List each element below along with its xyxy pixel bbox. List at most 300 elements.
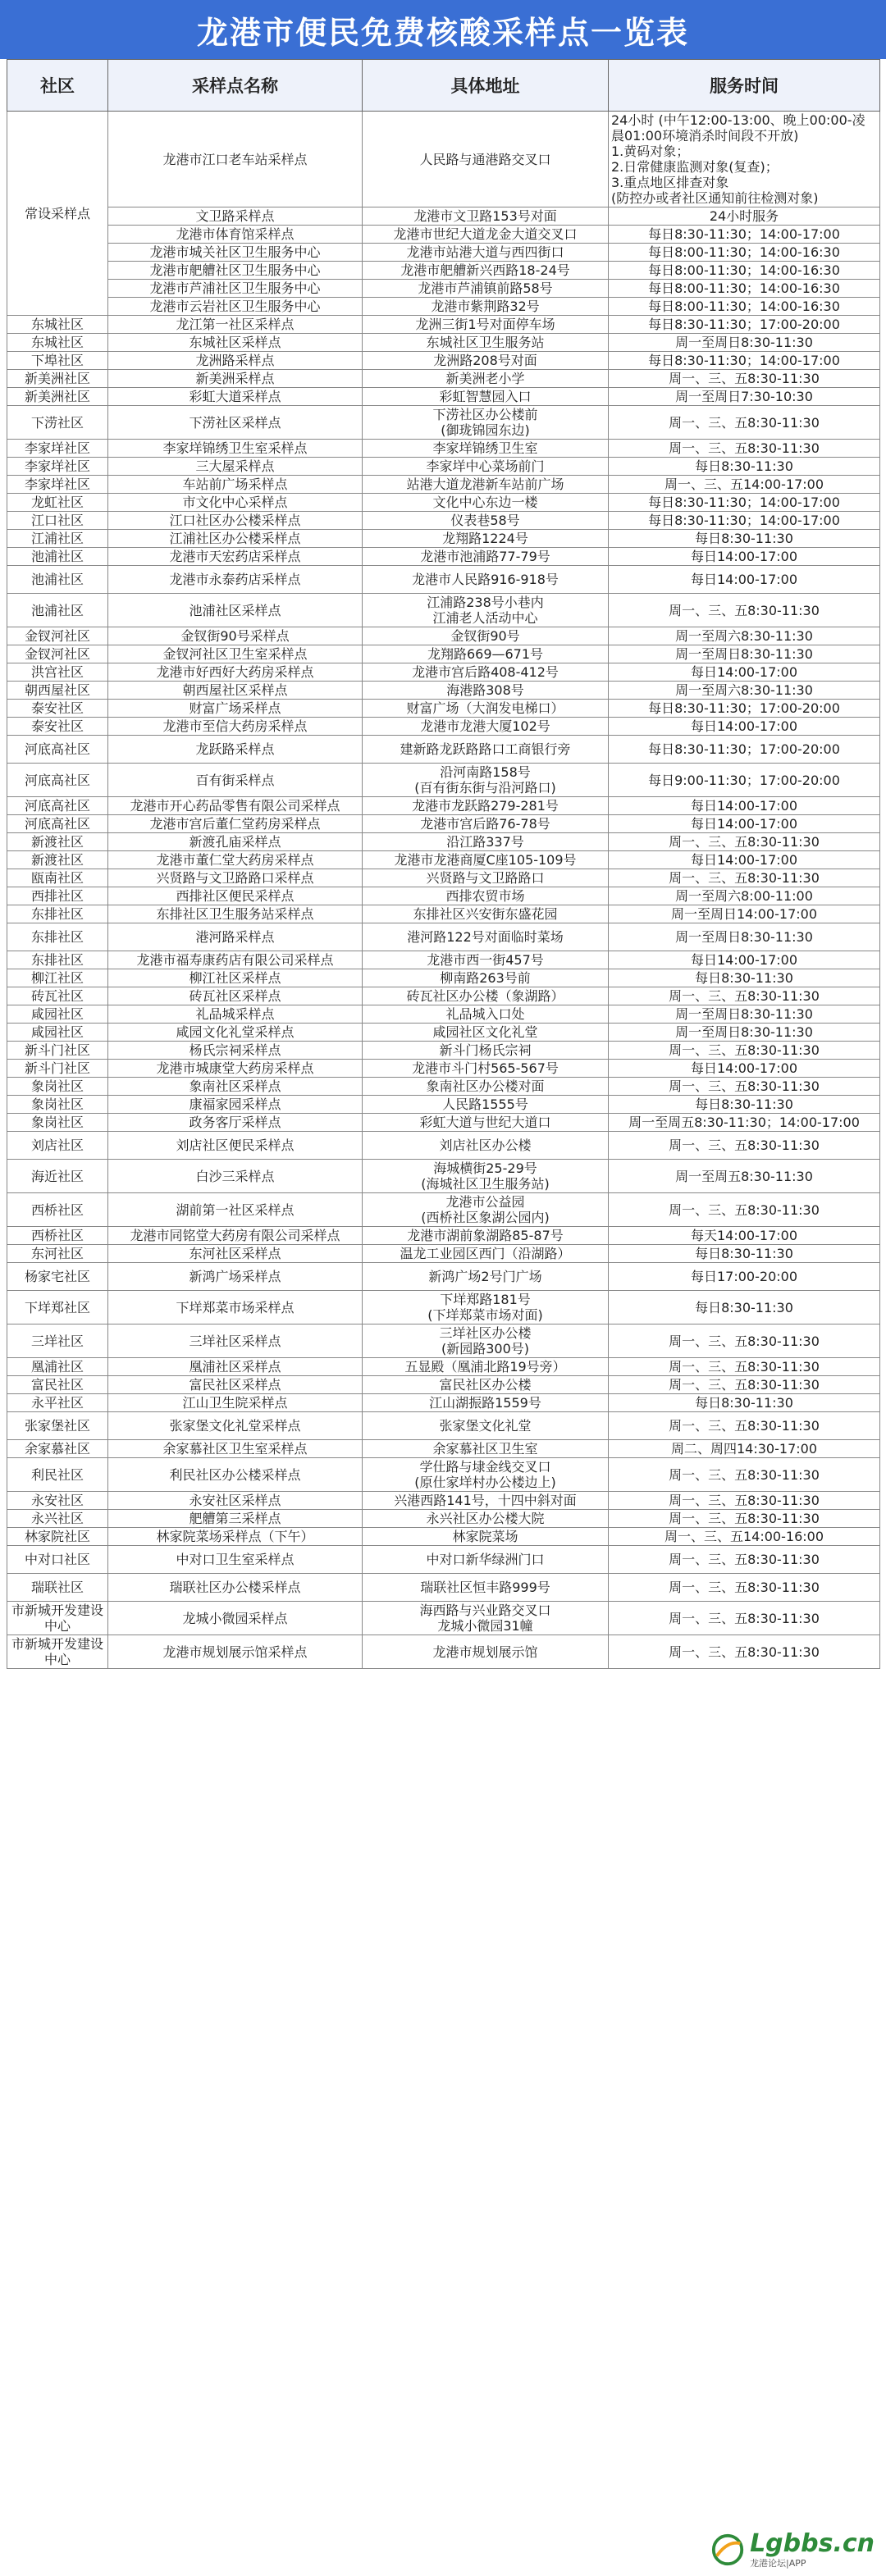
- community-cell: 象岗社区: [7, 1114, 108, 1132]
- address-cell: 龙洲路208号对面: [363, 352, 609, 370]
- service-time-cell: 每日8:30-11:30；17:00-20:00: [609, 700, 880, 718]
- site-name-cell: 湖前第一社区采样点: [108, 1193, 363, 1227]
- table-row: [7, 1114, 880, 1132]
- table-row: [7, 458, 880, 476]
- site-name-cell: 东河社区采样点: [108, 1245, 363, 1263]
- service-time-cell: 周一、三、五8:30-11:30: [609, 1635, 880, 1669]
- table-row: [7, 969, 880, 987]
- address-cell: 龙港市龙跃路279-281号: [363, 797, 609, 815]
- table-row: [7, 887, 880, 905]
- service-time-cell: 周一至周日14:00-17:00: [609, 905, 880, 923]
- site-name-cell: 永安社区采样点: [108, 1492, 363, 1510]
- site-name-cell: 龙港市至信大药房采样点: [108, 718, 363, 736]
- service-time-cell: 每日14:00-17:00: [609, 1060, 880, 1078]
- site-name-cell: 三大屋采样点: [108, 458, 363, 476]
- site-name-cell: 龙港市芦浦社区卫生服务中心: [108, 280, 363, 298]
- address-cell: 沿江路337号: [363, 833, 609, 851]
- address-cell: 龙港市宫后路408-412号: [363, 663, 609, 682]
- service-time-cell: 每日8:30-11:30: [609, 1291, 880, 1324]
- service-time-cell: 周一、三、五14:00-17:00: [609, 476, 880, 494]
- service-time-cell: 每日14:00-17:00: [609, 718, 880, 736]
- address-cell: 张家堡文化礼堂: [363, 1412, 609, 1440]
- community-cell: 刘店社区: [7, 1132, 108, 1160]
- community-cell: 朝西屋社区: [7, 682, 108, 700]
- address-cell: 海港路308号: [363, 682, 609, 700]
- table-row: [7, 736, 880, 764]
- table-row: [7, 1132, 880, 1160]
- site-name-cell: 礼品城采样点: [108, 1005, 363, 1024]
- service-time-cell: 每日8:30-11:30: [609, 1245, 880, 1263]
- community-cell: 瓯南社区: [7, 869, 108, 887]
- address-cell: 新鸿广场2号门广场: [363, 1263, 609, 1291]
- address-cell: 龙港市芦浦镇前路58号: [363, 280, 609, 298]
- community-cell: 新斗门社区: [7, 1042, 108, 1060]
- service-time-cell: 周一、三、五8:30-11:30: [609, 1376, 880, 1394]
- table-row: [7, 280, 880, 298]
- table-row: [7, 833, 880, 851]
- address-cell: 学仕路与埭金线交叉口 (原仕家垟村办公楼边上): [363, 1458, 609, 1492]
- address-cell: 瑞联社区恒丰路999号: [363, 1574, 609, 1602]
- community-cell: 新美洲社区: [7, 388, 108, 406]
- service-time-cell: 周一至周日8:30-11:30: [609, 1005, 880, 1024]
- service-time-cell: 每日8:00-11:30；14:00-16:30: [609, 262, 880, 280]
- service-time-cell: 每日14:00-17:00: [609, 797, 880, 815]
- community-cell: 永兴社区: [7, 1510, 108, 1528]
- site-name-cell: 新鸿广场采样点: [108, 1263, 363, 1291]
- site-name-cell: 杨氏宗祠采样点: [108, 1042, 363, 1060]
- table-row: [7, 1492, 880, 1510]
- table-row: [7, 645, 880, 663]
- service-time-cell: 每日8:30-11:30: [609, 969, 880, 987]
- address-cell: 龙洲三街1号对面停车场: [363, 316, 609, 334]
- service-time-cell: 每日8:00-11:30；14:00-16:30: [609, 280, 880, 298]
- table-row: [7, 987, 880, 1005]
- community-cell: 池浦社区: [7, 548, 108, 566]
- service-time-cell: 周一、三、五8:30-11:30: [609, 1510, 880, 1528]
- site-name-cell: 百有街采样点: [108, 764, 363, 797]
- service-time-cell: 每天14:00-17:00: [609, 1227, 880, 1245]
- watermark-subtitle: 龙港论坛|APP: [750, 2558, 806, 2569]
- site-name-cell: 龙港市永泰药店采样点: [108, 566, 363, 594]
- community-cell: 金钗河社区: [7, 627, 108, 645]
- service-time-cell: 每日8:30-11:30；14:00-17:00: [609, 226, 880, 244]
- site-name-cell: 象南社区采样点: [108, 1078, 363, 1096]
- site-name-cell: 白沙三采样点: [108, 1160, 363, 1193]
- address-cell: 文化中心东边一楼: [363, 494, 609, 512]
- site-name-cell: 文卫路采样点: [108, 207, 363, 226]
- site-name-cell: 咸园文化礼堂采样点: [108, 1024, 363, 1042]
- site-name-cell: 龙港市体育馆采样点: [108, 226, 363, 244]
- service-time-cell: 周一、三、五8:30-11:30: [609, 833, 880, 851]
- service-time-cell: 每日14:00-17:00: [609, 815, 880, 833]
- community-cell: 江口社区: [7, 512, 108, 530]
- site-name-cell: 龙城小微园采样点: [108, 1602, 363, 1635]
- service-time-cell: 每日8:30-11:30: [609, 1394, 880, 1412]
- site-name-cell: 林家院菜场采样点（下午）: [108, 1528, 363, 1546]
- address-cell: 龙港市世纪大道龙金大道交叉口: [363, 226, 609, 244]
- community-cell: 泰安社区: [7, 700, 108, 718]
- community-cell: 新渡社区: [7, 833, 108, 851]
- service-time-cell: 每日8:30-11:30: [609, 458, 880, 476]
- table-row: [7, 1546, 880, 1574]
- site-name-cell: 政务客厅采样点: [108, 1114, 363, 1132]
- service-time-cell: 周一、三、五8:30-11:30: [609, 1574, 880, 1602]
- site-name-cell: 东排社区卫生服务站采样点: [108, 905, 363, 923]
- table-row: [7, 1227, 880, 1245]
- table-row: [7, 1412, 880, 1440]
- community-cell: 东排社区: [7, 905, 108, 923]
- table-row: [7, 494, 880, 512]
- service-time-cell: 周一、三、五8:30-11:30: [609, 1492, 880, 1510]
- community-cell: 象岗社区: [7, 1078, 108, 1096]
- table-row: [7, 1005, 880, 1024]
- table-row: [7, 298, 880, 316]
- site-name-cell: 龙江第一社区采样点: [108, 316, 363, 334]
- address-cell: 龙港市文卫路153号对面: [363, 207, 609, 226]
- table-row: [7, 566, 880, 594]
- table-row: [7, 1193, 880, 1227]
- table-row: [7, 851, 880, 869]
- address-cell: 新美洲老小学: [363, 370, 609, 388]
- community-cell: 新斗门社区: [7, 1060, 108, 1078]
- service-time-cell: 周一、三、五8:30-11:30: [609, 1546, 880, 1574]
- table-row: [7, 1602, 880, 1635]
- community-cell: 东河社区: [7, 1245, 108, 1263]
- address-cell: 柳南路263号前: [363, 969, 609, 987]
- service-time-cell: 周一、三、五8:30-11:30: [609, 594, 880, 627]
- service-time-cell: 周一、三、五8:30-11:30: [609, 1193, 880, 1227]
- community-cell: 新渡社区: [7, 851, 108, 869]
- table-row: [7, 1078, 880, 1096]
- site-name-cell: 龙港市开心药品零售有限公司采样点: [108, 797, 363, 815]
- table-row: [7, 352, 880, 370]
- site-name-cell: 张家堡文化礼堂采样点: [108, 1412, 363, 1440]
- table-header-row: [7, 60, 880, 112]
- site-name-cell: 车站前广场采样点: [108, 476, 363, 494]
- bbs-logo-icon: [710, 2532, 745, 2568]
- service-time-cell: 周一、三、五8:30-11:30: [609, 1042, 880, 1060]
- address-cell: 龙港市湖前象湖路85-87号: [363, 1227, 609, 1245]
- table-row: [7, 1458, 880, 1492]
- site-name-cell: 凰浦社区采样点: [108, 1358, 363, 1376]
- community-cell: 东城社区: [7, 334, 108, 352]
- service-time-cell: 每日8:30-11:30；14:00-17:00: [609, 352, 880, 370]
- table-row: [7, 1376, 880, 1394]
- table-row: [7, 869, 880, 887]
- community-cell: 河底高社区: [7, 815, 108, 833]
- address-cell: 砖瓦社区办公楼（象湖路）: [363, 987, 609, 1005]
- address-cell: 江山湖振路1559号: [363, 1394, 609, 1412]
- address-cell: 永兴社区办公楼大院: [363, 1510, 609, 1528]
- address-cell: 温龙工业园区西门（沿湖路）: [363, 1245, 609, 1263]
- table-row: [7, 718, 880, 736]
- service-time-cell: 每日9:00-11:30；17:00-20:00: [609, 764, 880, 797]
- site-name-cell: 龙港市好西好大药房采样点: [108, 663, 363, 682]
- table-row: [7, 815, 880, 833]
- table-row: [7, 1024, 880, 1042]
- site-name-cell: 砖瓦社区采样点: [108, 987, 363, 1005]
- header-address: 具体地址: [363, 60, 609, 112]
- address-cell: 余家慕社区卫生室: [363, 1440, 609, 1458]
- address-cell: 龙港市宫后路76-78号: [363, 815, 609, 833]
- table-row: [7, 440, 880, 458]
- table-row: [7, 682, 880, 700]
- address-cell: 新斗门杨氏宗祠: [363, 1042, 609, 1060]
- site-name-cell: 龙港市规划展示馆采样点: [108, 1635, 363, 1669]
- table-row: [7, 951, 880, 969]
- watermark: [710, 2528, 875, 2571]
- community-cell: 林家院社区: [7, 1528, 108, 1546]
- community-cell: 东排社区: [7, 923, 108, 951]
- community-cell: 杨家宅社区: [7, 1263, 108, 1291]
- address-cell: 龙港市人民路916-918号: [363, 566, 609, 594]
- community-cell: 永安社区: [7, 1492, 108, 1510]
- address-cell: 海西路与兴业路交叉口 龙城小微园31幢: [363, 1602, 609, 1635]
- service-time-cell: 周一、三、五8:30-11:30: [609, 1078, 880, 1096]
- page-title: 龙港市便民免费核酸采样点一览表: [0, 0, 886, 59]
- community-cell: 龙虹社区: [7, 494, 108, 512]
- community-cell: 海近社区: [7, 1160, 108, 1193]
- service-time-cell: 每日8:00-11:30；14:00-16:30: [609, 298, 880, 316]
- table-row: [7, 663, 880, 682]
- service-time-cell: 周一至周日8:30-11:30: [609, 334, 880, 352]
- community-cell: 洪宫社区: [7, 663, 108, 682]
- community-cell: 李家垟社区: [7, 476, 108, 494]
- community-cell: 余家慕社区: [7, 1440, 108, 1458]
- site-name-cell: 金钗河社区卫生室采样点: [108, 645, 363, 663]
- site-name-cell: 龙港市江口老车站采样点: [108, 112, 363, 207]
- sampling-sites-table: [7, 59, 880, 1669]
- address-cell: 龙港市龙港大厦102号: [363, 718, 609, 736]
- address-cell: 东排社区兴安街东盛花园: [363, 905, 609, 923]
- address-cell: 人民路1555号: [363, 1096, 609, 1114]
- table-row: [7, 1263, 880, 1291]
- address-cell: 龙翔路669—671号: [363, 645, 609, 663]
- site-name-cell: 龙港市宫后董仁堂药房采样点: [108, 815, 363, 833]
- community-cell: 永平社区: [7, 1394, 108, 1412]
- service-time-cell: 每日8:30-11:30: [609, 1096, 880, 1114]
- address-cell: 龙港市公益园 (西桥社区象湖公园内): [363, 1193, 609, 1227]
- address-cell: 财富广场（大润发电梯口）: [363, 700, 609, 718]
- site-name-cell: 康福家园采样点: [108, 1096, 363, 1114]
- service-time-cell: 每日14:00-17:00: [609, 663, 880, 682]
- table-row: [7, 923, 880, 951]
- address-cell: 刘店社区办公楼: [363, 1132, 609, 1160]
- community-cell: 江浦社区: [7, 530, 108, 548]
- table-row: [7, 1291, 880, 1324]
- address-cell: 人民路与通港路交叉口: [363, 112, 609, 207]
- community-cell: 利民社区: [7, 1458, 108, 1492]
- site-name-cell: 江口社区办公楼采样点: [108, 512, 363, 530]
- address-cell: 龙港市西一街457号: [363, 951, 609, 969]
- table-row: [7, 370, 880, 388]
- service-time-cell: 每日14:00-17:00: [609, 851, 880, 869]
- table-row: [7, 548, 880, 566]
- site-name-cell: 龙港市福寿康药店有限公司采样点: [108, 951, 363, 969]
- address-cell: 彩虹大道与世纪大道口: [363, 1114, 609, 1132]
- community-cell: 河底高社区: [7, 736, 108, 764]
- site-name-cell: 龙洲路采样点: [108, 352, 363, 370]
- service-time-cell: 周一至周五8:30-11:30；14:00-17:00: [609, 1114, 880, 1132]
- site-name-cell: 富民社区采样点: [108, 1376, 363, 1394]
- table-row: [7, 530, 880, 548]
- service-time-cell: 周二、周四14:30-17:00: [609, 1440, 880, 1458]
- site-name-cell: 李家垟锦绣卫生室采样点: [108, 440, 363, 458]
- service-time-cell: 每日14:00-17:00: [609, 951, 880, 969]
- community-cell: 池浦社区: [7, 594, 108, 627]
- site-name-cell: 江山卫生院采样点: [108, 1394, 363, 1412]
- address-cell: 港河路122号对面临时菜场: [363, 923, 609, 951]
- service-time-cell: 每日8:30-11:30: [609, 530, 880, 548]
- community-cell: 市新城开发建设中心: [7, 1635, 108, 1669]
- table-row: [7, 905, 880, 923]
- site-name-cell: 龙港市云岩社区卫生服务中心: [108, 298, 363, 316]
- community-cell: 下涝社区: [7, 406, 108, 440]
- table-row: [7, 262, 880, 280]
- community-cell: 东城社区: [7, 316, 108, 334]
- table-row: [7, 700, 880, 718]
- site-name-cell: 兴贤路与文卫路路口采样点: [108, 869, 363, 887]
- service-time-cell: 周一、三、五8:30-11:30: [609, 1412, 880, 1440]
- address-cell: 象南社区办公楼对面: [363, 1078, 609, 1096]
- address-cell: 咸园社区文化礼堂: [363, 1024, 609, 1042]
- address-cell: 海城横街25-29号 (海城社区卫生服务站): [363, 1160, 609, 1193]
- site-name-cell: 市文化中心采样点: [108, 494, 363, 512]
- table-row: [7, 1510, 880, 1528]
- address-cell: 西排农贸市场: [363, 887, 609, 905]
- service-time-cell: 周一至周日8:30-11:30: [609, 645, 880, 663]
- address-cell: 建新路龙跃路路口工商银行旁: [363, 736, 609, 764]
- site-name-cell: 金钗街90号采样点: [108, 627, 363, 645]
- table-row: [7, 334, 880, 352]
- address-cell: 五显殿（凰浦北路19号旁）: [363, 1358, 609, 1376]
- table-row: [7, 1440, 880, 1458]
- community-cell: 中对口社区: [7, 1546, 108, 1574]
- community-cell: 下垟郑社区: [7, 1291, 108, 1324]
- table-row: [7, 244, 880, 262]
- address-cell: 林家院菜场: [363, 1528, 609, 1546]
- site-name-cell: 西排社区便民采样点: [108, 887, 363, 905]
- site-name-cell: 瑞联社区办公楼采样点: [108, 1574, 363, 1602]
- table-row: [7, 1160, 880, 1193]
- community-cell: 金钗河社区: [7, 645, 108, 663]
- table-row: [7, 1245, 880, 1263]
- address-cell: 龙港市舥艚新兴西路18-24号: [363, 262, 609, 280]
- table-row: [7, 1060, 880, 1078]
- table-row: [7, 388, 880, 406]
- service-time-cell: 每日8:30-11:30；14:00-17:00: [609, 512, 880, 530]
- service-time-cell: 每日8:00-11:30；14:00-16:30: [609, 244, 880, 262]
- community-cell: 河底高社区: [7, 764, 108, 797]
- address-cell: 李家垟锦绣卫生室: [363, 440, 609, 458]
- table-row: [7, 1324, 880, 1358]
- address-cell: 兴港西路141号，十四中斜对面: [363, 1492, 609, 1510]
- table-row: [7, 764, 880, 797]
- service-time-cell: 每日8:30-11:30；17:00-20:00: [609, 316, 880, 334]
- header-site-name: 采样点名称: [108, 60, 363, 112]
- community-cell: 市新城开发建设中心: [7, 1602, 108, 1635]
- service-time-cell: 周一、三、五8:30-11:30: [609, 987, 880, 1005]
- table-row: [7, 1358, 880, 1376]
- address-cell: 三垟社区办公楼 (新园路300号): [363, 1324, 609, 1358]
- table-row: [7, 316, 880, 334]
- address-cell: 李家垟中心菜场前门: [363, 458, 609, 476]
- service-time-cell: 周一至周六8:30-11:30: [609, 682, 880, 700]
- service-time-cell: 周一、三、五8:30-11:30: [609, 370, 880, 388]
- community-cell: 张家堡社区: [7, 1412, 108, 1440]
- table-row: [7, 627, 880, 645]
- table-row: [7, 226, 880, 244]
- table-row: [7, 594, 880, 627]
- site-name-cell: 利民社区办公楼采样点: [108, 1458, 363, 1492]
- address-cell: 沿河南路158号 (百有街东街与沿河路口): [363, 764, 609, 797]
- service-time-cell: 周一、三、五8:30-11:30: [609, 1132, 880, 1160]
- address-cell: 龙翔路1224号: [363, 530, 609, 548]
- watermark-logo-text: Lgbbs.cn: [750, 2529, 875, 2558]
- service-time-cell: 周一至周五8:30-11:30: [609, 1160, 880, 1193]
- community-cell: 砖瓦社区: [7, 987, 108, 1005]
- address-cell: 龙港市斗门村565-567号: [363, 1060, 609, 1078]
- site-name-cell: 刘店社区便民采样点: [108, 1132, 363, 1160]
- address-cell: 站港大道龙港新车站前广场: [363, 476, 609, 494]
- community-cell: 李家垟社区: [7, 440, 108, 458]
- site-name-cell: 中对口卫生室采样点: [108, 1546, 363, 1574]
- service-time-cell: 每日14:00-17:00: [609, 566, 880, 594]
- service-time-cell: 周一、三、五8:30-11:30: [609, 1458, 880, 1492]
- address-cell: 下垟郑路181号 (下垟郑菜市场对面): [363, 1291, 609, 1324]
- table-row: [7, 406, 880, 440]
- service-time-cell: 周一至周日8:30-11:30: [609, 923, 880, 951]
- site-name-cell: 江浦社区办公楼采样点: [108, 530, 363, 548]
- community-cell: 柳江社区: [7, 969, 108, 987]
- address-cell: 下涝社区办公楼前 (御珑锦园东边): [363, 406, 609, 440]
- community-cell: 西排社区: [7, 887, 108, 905]
- community-cell: 河底高社区: [7, 797, 108, 815]
- community-cell: 咸园社区: [7, 1024, 108, 1042]
- site-name-cell: 港河路采样点: [108, 923, 363, 951]
- table-row: [7, 1096, 880, 1114]
- site-name-cell: 池浦社区采样点: [108, 594, 363, 627]
- service-time-cell: 每日8:30-11:30；17:00-20:00: [609, 736, 880, 764]
- site-name-cell: 余家慕社区卫生室采样点: [108, 1440, 363, 1458]
- community-cell: 东排社区: [7, 951, 108, 969]
- site-name-cell: 龙港市城关社区卫生服务中心: [108, 244, 363, 262]
- site-name-cell: 三垟社区采样点: [108, 1324, 363, 1358]
- table-row: [7, 1394, 880, 1412]
- address-cell: 兴贤路与文卫路路口: [363, 869, 609, 887]
- table-row: [7, 112, 880, 207]
- table-row: [7, 1635, 880, 1669]
- table-row: [7, 476, 880, 494]
- table-row: [7, 207, 880, 226]
- community-cell: 新美洲社区: [7, 370, 108, 388]
- address-cell: 东城社区卫生服务站: [363, 334, 609, 352]
- service-time-cell: 周一至周日7:30-10:30: [609, 388, 880, 406]
- table-row: [7, 1042, 880, 1060]
- table-row: [7, 797, 880, 815]
- community-cell: 瑞联社区: [7, 1574, 108, 1602]
- service-time-cell: 周一、三、五8:30-11:30: [609, 1358, 880, 1376]
- address-cell: 龙港市龙港商厦C座105-109号: [363, 851, 609, 869]
- service-time-cell: 周一至周六8:30-11:30: [609, 627, 880, 645]
- address-cell: 龙港市紫荆路32号: [363, 298, 609, 316]
- community-cell: 富民社区: [7, 1376, 108, 1394]
- community-cell: 象岗社区: [7, 1096, 108, 1114]
- community-cell: 泰安社区: [7, 718, 108, 736]
- community-cell: 池浦社区: [7, 566, 108, 594]
- service-time-cell: 每日17:00-20:00: [609, 1263, 880, 1291]
- community-cell: 西桥社区: [7, 1193, 108, 1227]
